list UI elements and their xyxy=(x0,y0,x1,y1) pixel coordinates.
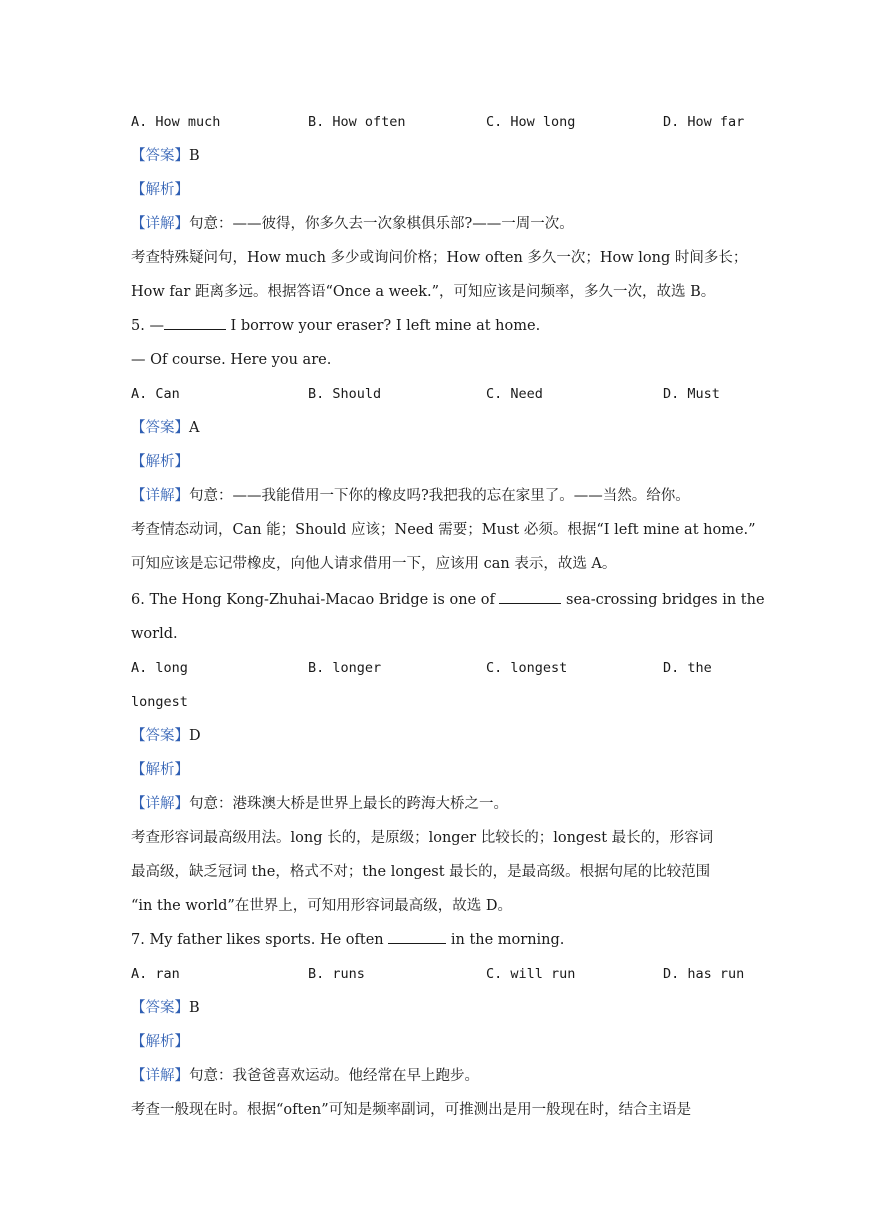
q4-explain-2: How far 距离多远。根据答语“Once a week.”，可知应该是问频率，多久一次，故选 B。 xyxy=(131,284,716,300)
q6-stem-suffix: sea-crossing bridges in the xyxy=(561,592,765,608)
answer-tag: 【答案】 xyxy=(131,420,189,436)
q5-option-a: A. Can xyxy=(131,386,180,402)
q7-option-c: C. will run xyxy=(486,966,576,982)
q5-stem-suffix: I borrow your eraser? I left mine at home. xyxy=(225,318,541,334)
q5-stem-prefix: 5. — xyxy=(131,318,164,334)
answer-tag: 【答案】 xyxy=(131,1000,189,1016)
q5-analysis-tag: 【解析】 xyxy=(131,454,189,470)
answer-blank xyxy=(499,590,561,604)
detail-tag: 【详解】 xyxy=(131,216,189,232)
q6-option-a: A. long xyxy=(131,660,188,676)
q6-explain-1: 考查形容词最高级用法。long 长的，是原级；longer 比较长的；longest 最长的，形容词 xyxy=(131,830,714,846)
q4-option-c: C. How long xyxy=(486,114,576,130)
q4-answer xyxy=(131,146,737,166)
q5-explain-1: 考查情态动词，Can 能；Should 应该；Need 需要；Must 必须。根据“I left mine at home.” xyxy=(131,522,756,538)
q7-stem-prefix: 7. My father likes sports. He often xyxy=(131,932,389,948)
q7-stem xyxy=(131,930,737,950)
detail-text: 句意：——我能借用一下你的橡皮吗?我把我的忘在家里了。——当然。给你。 xyxy=(189,488,690,504)
answer-blank xyxy=(388,930,446,944)
q5-stem xyxy=(131,316,737,336)
answer-blank xyxy=(164,316,226,330)
detail-text: 句意：——彼得，你多久去一次象棋俱乐部?——一周一次。 xyxy=(189,216,574,232)
q4-explain-1: 考查特殊疑问句，How much 多少或询问价格；How often 多久一次；How long 时间多长； xyxy=(131,250,748,266)
detail-tag: 【详解】 xyxy=(131,1068,189,1084)
q6-stem xyxy=(131,590,765,610)
answer-tag: 【答案】 xyxy=(131,148,189,164)
q6-answer xyxy=(131,726,737,746)
q6-stem-prefix: 6. The Hong Kong-Zhuhai-Macao Bridge is one of xyxy=(131,592,500,608)
q4-option-d: D. How far xyxy=(663,114,745,130)
q4-option-a: A. How much xyxy=(131,114,221,130)
q6-stem-cont: world. xyxy=(131,626,178,642)
q6-explain-3: “in the world”在世界上，可知用形容词最高级，故选 D。 xyxy=(131,898,512,914)
q7-analysis-tag: 【解析】 xyxy=(131,1034,189,1050)
q5-explain-2: 可知应该是忘记带橡皮，向他人请求借用一下，应该用 can 表示，故选 A。 xyxy=(131,556,617,572)
q7-answer xyxy=(131,998,737,1018)
q7-option-b: B. runs xyxy=(308,966,365,982)
q6-option-b: B. longer xyxy=(308,660,382,676)
q7-detail xyxy=(131,1066,737,1086)
detail-text: 句意：港珠澳大桥是世界上最长的跨海大桥之一。 xyxy=(189,796,508,812)
q7-stem-suffix: in the morning. xyxy=(446,932,565,948)
q6-analysis-tag: 【解析】 xyxy=(131,762,189,778)
q7-explain-1: 考查一般现在时。根据“often”可知是频率副词，可推测出是用一般现在时，结合主语是 xyxy=(131,1102,692,1118)
q5-detail xyxy=(131,486,737,506)
answer-tag: 【答案】 xyxy=(131,728,189,744)
q6-option-d: D. the xyxy=(663,660,712,676)
q6-explain-2: 最高级，缺乏冠词 the，格式不对；the longest 最长的，是最高级。根据句尾的比较范围 xyxy=(131,864,711,880)
answer-value: B xyxy=(189,148,200,164)
q7-option-a: A. ran xyxy=(131,966,180,982)
q5-option-d: D. Must xyxy=(663,386,720,402)
detail-tag: 【详解】 xyxy=(131,488,189,504)
q5-option-b: B. Should xyxy=(308,386,382,402)
q6-option-c: C. longest xyxy=(486,660,568,676)
detail-tag: 【详解】 xyxy=(131,796,189,812)
answer-value: D xyxy=(189,728,201,744)
q4-option-b: B. How often xyxy=(308,114,406,130)
q4-analysis-tag: 【解析】 xyxy=(131,182,189,198)
q5-option-c: C. Need xyxy=(486,386,543,402)
q7-option-d: D. has run xyxy=(663,966,745,982)
answer-value: B xyxy=(189,1000,200,1016)
q5-reply: — Of course. Here you are. xyxy=(131,352,332,368)
answer-value: A xyxy=(189,420,200,436)
q5-answer xyxy=(131,418,737,438)
detail-text: 句意：我爸爸喜欢运动。他经常在早上跑步。 xyxy=(189,1068,479,1084)
q6-detail xyxy=(131,794,737,814)
q4-detail xyxy=(131,214,737,234)
q6-option-d-cont: longest xyxy=(131,694,188,710)
